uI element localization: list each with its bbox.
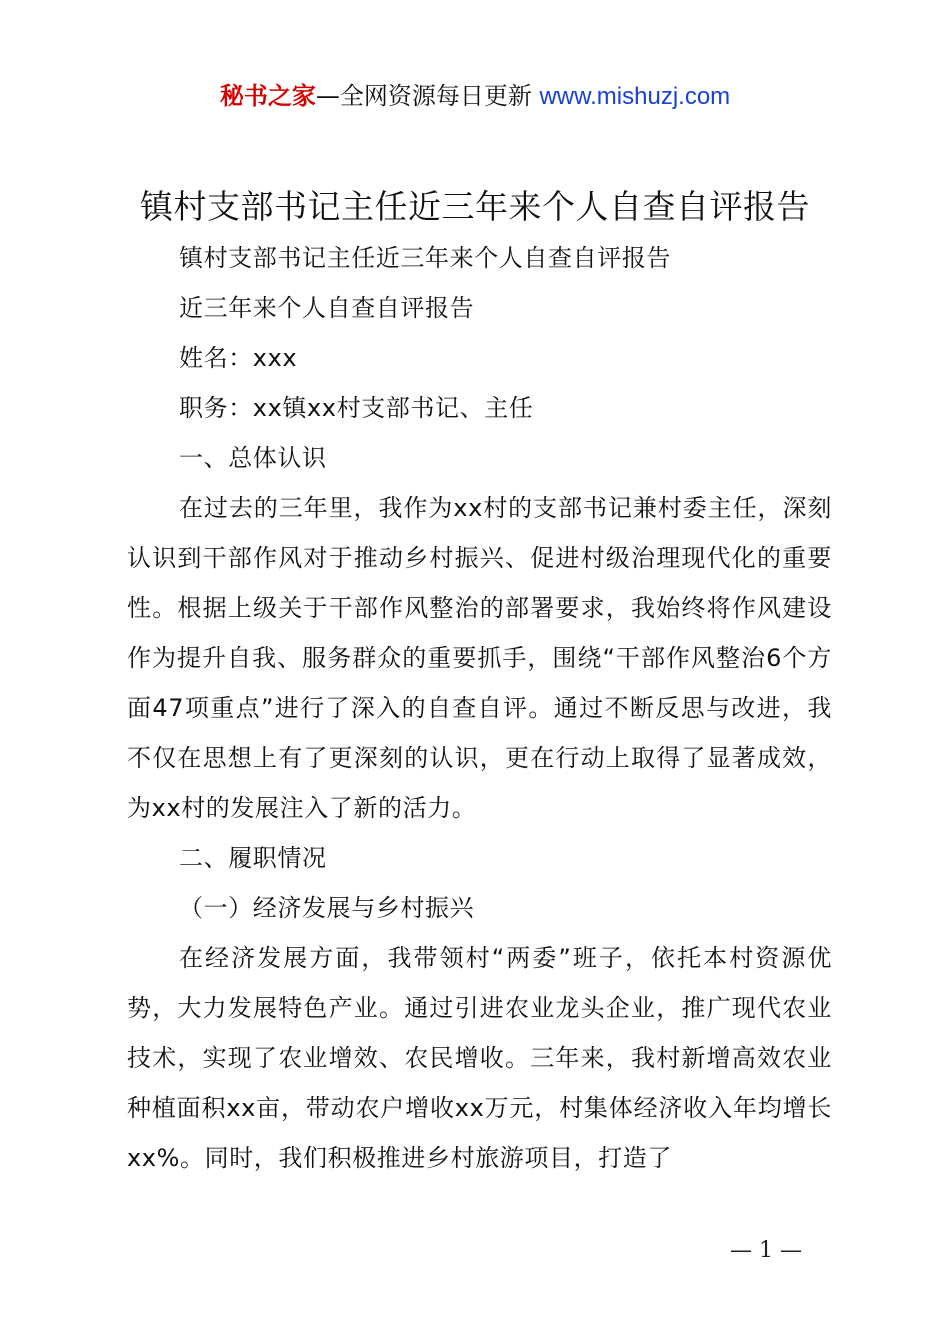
site-header [0, 80, 950, 113]
report-name-line: 近三年来个人自查自评报告 [179, 294, 475, 322]
paragraph-overall: 在过去的三年里，我作为xx村的支部书记兼村委主任，深刻认识到干部作风对于推动乡村振兴、促进村级治理现代化的重要性。根据上级关于干部作风整治的部署要求，我始终将作风建设作为提升自我、服务群众的重要抓手，围绕“干部作风整治6个方面47项重点”进行了深入的自查自评。通过不断反思与改进，我不仅在思想上有了更深刻的认识，更在行动上取得了显著成效，为xx村的发展注入了新的活力。 [127, 494, 832, 822]
header-tagline: —全网资源每日更新 [315, 82, 532, 110]
subsection-heading-economy: （一）经济发展与乡村振兴 [179, 894, 475, 922]
site-link[interactable]: www.mishuzj.com [539, 83, 731, 110]
page-number: — 1 — [730, 1238, 802, 1263]
brand-name: 秘书之家 [219, 82, 316, 110]
document-body [127, 233, 832, 1183]
subtitle-line: 镇村支部书记主任近三年来个人自查自评报告 [179, 244, 671, 272]
paragraph-economy: 在经济发展方面，我带领村“两委”班子，依托本村资源优势，大力发展特色产业。通过引进农业龙头企业，推广现代农业技术，实现了农业增效、农民增收。三年来，我村新增高效农业种植面积xx亩，带动农户增收xx万元，村集体经济收入年均增长xx%。同时，我们积极推进乡村旅游项目，打造了 [127, 944, 832, 1172]
position-line: 职务：xx镇xx村支部书记、主任 [179, 394, 534, 422]
section-heading-duties: 二、履职情况 [179, 844, 327, 872]
document-title: 镇村支部书记主任近三年来个人自查自评报告 [140, 187, 810, 226]
section-heading-overall: 一、总体认识 [179, 444, 327, 472]
name-line: 姓名：xxx [179, 344, 298, 372]
